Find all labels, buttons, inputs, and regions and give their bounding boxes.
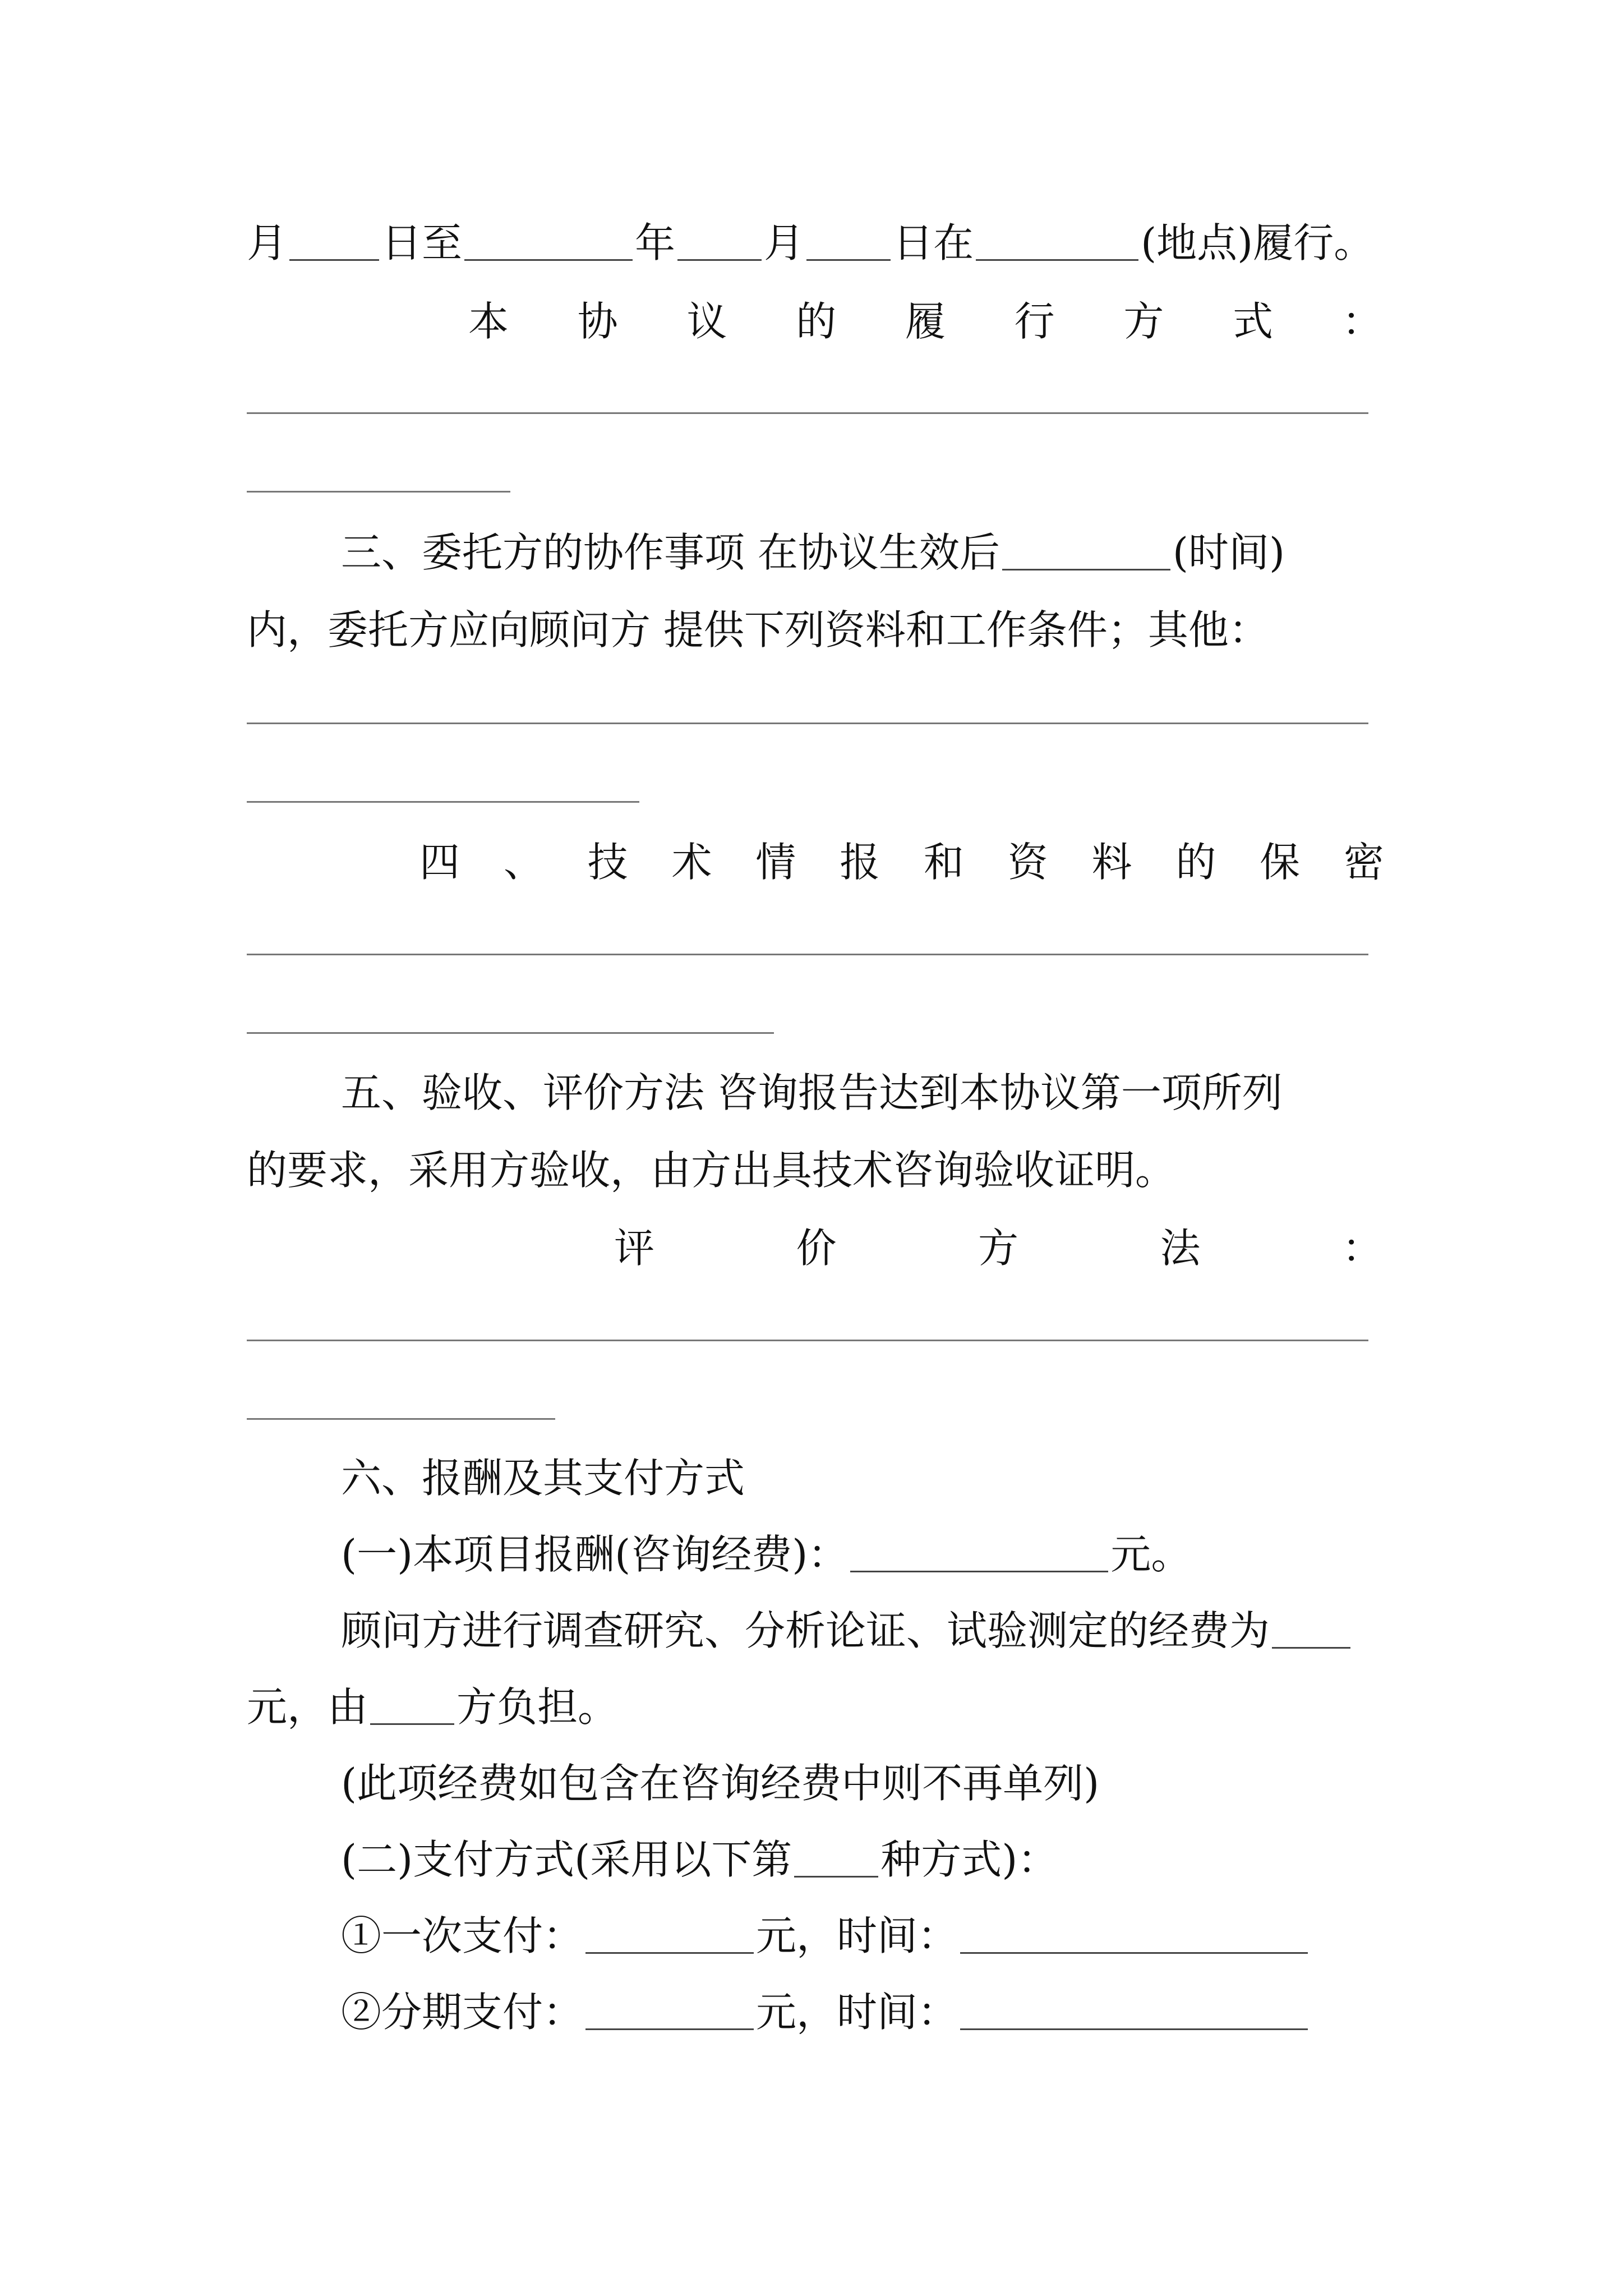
section-5-line-2: 的要求，采用方验收，由方出具技术咨询验收证明。 <box>247 1147 1176 1194</box>
expense-note: (此项经费如包含在咨询经费中则不再单列) <box>341 1760 1100 1807</box>
char: 方 <box>1123 298 1164 345</box>
section-5-line-1: 五、验收、评价方法 咨询报告达到本协议第一项所列 <box>341 1069 1283 1116</box>
char: 方 <box>978 1225 1018 1272</box>
text-year: 年 <box>635 219 676 266</box>
section-4-heading <box>419 831 1384 893</box>
char: ： <box>1341 298 1382 345</box>
char: 情 <box>755 839 796 886</box>
blank-lump-amount <box>585 1905 754 1954</box>
fill-line <box>247 412 1368 414</box>
char: 报 <box>840 839 880 886</box>
blank-party <box>370 1676 454 1725</box>
char: 协 <box>577 298 618 345</box>
performance-period-line <box>247 212 1385 274</box>
blank-place <box>976 212 1138 261</box>
expense-line <box>341 1600 1385 1662</box>
blank-month <box>289 212 379 261</box>
blank-installment-time <box>960 1981 1308 2030</box>
text-month-2: 月 <box>764 219 805 266</box>
char: 料 <box>1091 839 1132 886</box>
blank-time <box>1002 522 1170 570</box>
section-3-text: 三、委托方的协作事项 在协议生效后 <box>341 529 1000 576</box>
char: 密 <box>1343 839 1384 886</box>
char: 履 <box>905 298 946 345</box>
text-day-at: 日在 <box>893 219 974 266</box>
evaluation-method-heading <box>614 1217 1382 1279</box>
char: 四 <box>419 839 460 886</box>
blank-day <box>806 212 891 261</box>
blank-lump-time <box>960 1905 1308 1954</box>
remuneration-line <box>341 1524 1385 1585</box>
blank-month-2 <box>677 212 762 261</box>
fill-line <box>247 1032 774 1034</box>
fill-line <box>247 954 1368 955</box>
char: 本 <box>468 298 509 345</box>
char: 评 <box>614 1225 655 1272</box>
char: 、 <box>503 839 544 886</box>
expense-bearer-line <box>247 1676 1385 1738</box>
installment-time-label: 元，时间： <box>756 1989 958 2036</box>
lump-sum-label: ①一次支付： <box>341 1912 584 1959</box>
installment-label: ②分期支付： <box>341 1989 584 2036</box>
blank-expense <box>1272 1600 1350 1649</box>
char: 价 <box>796 1225 837 1272</box>
burden-text: 方负担。 <box>457 1683 619 1731</box>
char: 资 <box>1007 839 1048 886</box>
remuneration-label: (一)本项目报酬(咨询经费)： <box>341 1531 849 1578</box>
char: 行 <box>1014 298 1055 345</box>
char: ： <box>1341 1225 1382 1272</box>
blank-year <box>464 212 633 261</box>
fill-line <box>247 1418 555 1420</box>
blank-amount <box>850 1524 1108 1572</box>
fill-line <box>247 723 1368 724</box>
payment-method-suffix: 种方式)： <box>880 1836 1058 1883</box>
fill-line <box>247 801 639 803</box>
char: 技 <box>587 839 628 886</box>
blank-option <box>794 1829 878 1878</box>
char: 和 <box>923 839 964 886</box>
yuan-text: 元。 <box>1110 1531 1192 1578</box>
lump-time-label: 元，时间： <box>756 1912 958 1959</box>
char: 保 <box>1260 839 1301 886</box>
time-label: (时间) <box>1172 529 1285 576</box>
installment-line <box>341 1981 1385 2043</box>
fill-line <box>247 1340 1368 1341</box>
payment-method-text: (二)支付方式(采用以下第 <box>341 1836 792 1883</box>
char: 议 <box>686 298 727 345</box>
payment-method-line <box>341 1829 1385 1890</box>
fill-line <box>247 491 510 493</box>
section-6-title: 六、报酬及其支付方式 <box>341 1455 745 1502</box>
blank-installment-amount <box>585 1981 754 2030</box>
section-3-line-2: 内，委托方应向顾问方 提供下列资料和工作条件；其他： <box>247 606 1269 654</box>
section-3-line-1 <box>341 522 1385 583</box>
expense-bearer-text: 元，由 <box>247 1683 368 1731</box>
performance-method-heading <box>468 291 1382 352</box>
lump-sum-line <box>341 1905 1385 1967</box>
text-month: 月 <box>247 219 288 266</box>
char: 法 <box>1160 1225 1201 1272</box>
char: 术 <box>671 839 712 886</box>
char: 的 <box>796 298 837 345</box>
char: 的 <box>1175 839 1216 886</box>
char: 式 <box>1233 298 1274 345</box>
text-place-perform: (地点)履行。 <box>1141 219 1375 266</box>
expense-text: 顾问方进行调查研究、分析论证、试验测定的经费为 <box>341 1607 1270 1654</box>
text-day-to: 日至 <box>381 219 463 266</box>
